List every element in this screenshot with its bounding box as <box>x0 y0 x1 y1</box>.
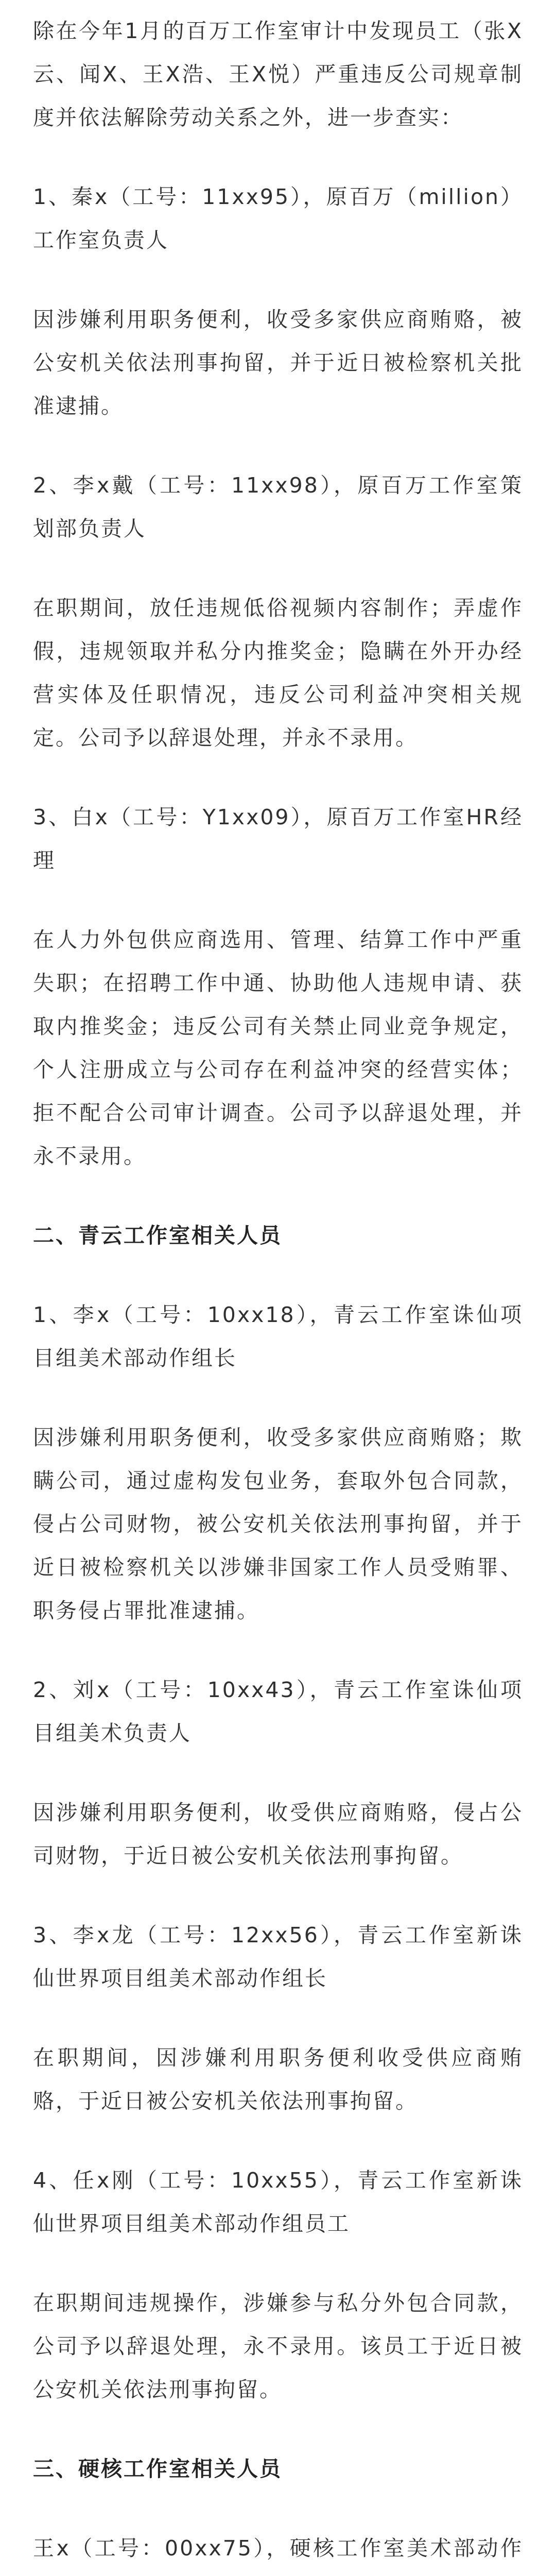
person-detail-liu: 因涉嫌利用职务便利，收受供应商贿赂，侵占公司财物，于近日被公安机关依法刑事拘留。 <box>33 1800 523 1868</box>
person-heading-lilong: 3、李x龙（工号：12xx56），青云工作室新诛仙世界项目组美术部动作组长 <box>33 1923 523 1991</box>
person-detail-li: 因涉嫌利用职务便利，收受多家供应商贿赂；欺瞒公司，通过虚构发包业务，套取外包合同款，侵占公司财物，被公安机关依法刑事拘留，并于近日被检察机关以涉嫌非国家工作人员受贿罪、职务侵占罪批准逮捕。 <box>33 1425 523 1623</box>
person-heading-rengang: 4、任x刚（工号：10xx55），青云工作室新诛仙世界项目组美术部动作组员工 <box>33 2168 523 2236</box>
person-detail-rengang: 在职期间违规操作，涉嫌参与私分外包合同款，公司予以辞退处理，永不录用。该员工于近日被公安机关依法刑事拘留。 <box>33 2291 523 2402</box>
person-detail-lilong: 在职期间，因涉嫌利用职务便利收受供应商贿赂，于近日被公安机关依法刑事拘留。 <box>33 2045 523 2113</box>
person-heading-li: 1、李x（工号：10xx18），青云工作室诛仙项目组美术部动作组长 <box>33 1302 523 1370</box>
person-heading-liu: 2、刘x（工号：10xx43），青云工作室诛仙项目组美术负责人 <box>33 1677 523 1745</box>
person-heading-bai: 3、白x（工号：Y1xx09），原百万工作室HR经理 <box>33 805 523 873</box>
person-heading-lidai: 2、李x戴（工号：11xx98），原百万工作室策划部负责人 <box>33 473 523 541</box>
section-heading-qingyun: 二、青云工作室相关人员 <box>33 1223 282 1248</box>
person-heading-wang: 王x（工号：00xx75），硬核工作室美术部动作 <box>33 2536 523 2561</box>
section-heading-yinghe: 三、硬核工作室相关人员 <box>33 2456 282 2481</box>
person-detail-bai: 在人力外包供应商选用、管理、结算工作中严重失职；在招聘工作中通、协助他人违规申请、获取内推奖金；违反公司有关禁止同业竞争规定，个人注册成立与公司存在利益冲突的经营实体；拒不配合公司审计调查。公司予以辞退处理，并永不录用。 <box>33 927 523 1168</box>
person-detail-qin: 因涉嫌利用职务便利，收受多家供应商贿赂，被公安机关依法刑事拘留，并于近日被检察机关批准逮捕。 <box>33 307 523 418</box>
person-detail-lidai: 在职期间，放任违规低俗视频内容制作；弄虚作假，违规领取并私分内推奖金；隐瞒在外开办经营实体及任职情况，违反公司利益冲突相关规定。公司予以辞退处理，并永不录用。 <box>33 596 523 750</box>
person-heading-qin: 1、秦x（工号：11xx95），原百万（million）工作室负责人 <box>33 184 523 252</box>
intro-paragraph: 除在今年1月的百万工作室审计中发现员工（张X云、闻X、王X浩、王X悦）严重违反公司规章制度并依法解除劳动关系之外，进一步查实： <box>33 19 523 130</box>
